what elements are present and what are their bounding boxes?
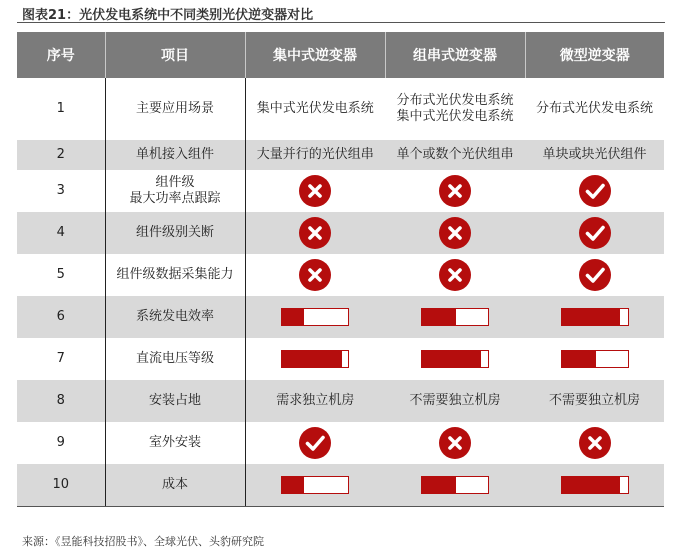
header-cell-item: 项目	[105, 32, 245, 78]
table-cell	[525, 380, 664, 422]
table-cell	[525, 140, 664, 170]
header-cell-central-inverter: 集中式逆变器	[245, 32, 385, 78]
cell-text: 需求独立机房	[276, 393, 355, 408]
table-cell	[525, 296, 664, 338]
row-number: 7	[17, 338, 105, 380]
table-cell	[525, 254, 664, 296]
table-cell	[245, 254, 385, 296]
table-cell	[245, 140, 385, 170]
table-cell	[245, 296, 385, 338]
table-row	[17, 140, 664, 170]
row-item-line: 主要应用场景	[135, 101, 214, 116]
table-cell	[385, 464, 525, 506]
table-cell	[385, 380, 525, 422]
title-divider	[17, 22, 665, 23]
check-icon	[579, 175, 611, 207]
row-item-line: 单机接入组件	[135, 147, 214, 162]
level-bar	[281, 476, 349, 494]
row-item	[105, 170, 245, 212]
level-bar-fill	[562, 351, 596, 367]
table-row	[17, 380, 664, 422]
cell-text: 不需要独立机房	[409, 393, 501, 408]
table-cell	[385, 422, 525, 464]
table-row	[17, 422, 664, 464]
row-item-line: 组件级	[155, 175, 195, 190]
table-cell	[245, 338, 385, 380]
row-item	[105, 464, 245, 506]
cross-icon	[439, 175, 471, 207]
level-bar-fill	[282, 351, 341, 367]
row-item-line: 最大功率点跟踪	[129, 191, 221, 206]
check-icon	[579, 217, 611, 249]
comparison-table	[17, 32, 664, 507]
cross-icon	[439, 259, 471, 291]
level-bar	[561, 308, 629, 326]
row-item-line: 直流电压等级	[135, 351, 214, 366]
table-row	[17, 338, 664, 380]
cross-icon	[439, 217, 471, 249]
table-cell	[525, 78, 664, 140]
cross-icon	[299, 175, 331, 207]
level-bar-fill	[422, 351, 481, 367]
row-number: 6	[17, 296, 105, 338]
table-row	[17, 78, 664, 140]
table-cell	[245, 422, 385, 464]
header-cell-no: 序号	[17, 32, 105, 78]
row-number: 10	[17, 464, 105, 506]
row-number: 4	[17, 212, 105, 254]
table-cell	[385, 296, 525, 338]
cell-text: 不需要独立机房	[548, 393, 640, 408]
header-cell-string-inverter: 组串式逆变器	[385, 32, 525, 78]
row-item	[105, 422, 245, 464]
row-item-line: 组件级数据采集能力	[116, 267, 234, 282]
cell-text: 大量并行的光伏组串	[256, 147, 374, 162]
header-cell-micro-inverter: 微型逆变器	[525, 32, 664, 78]
table-cell	[385, 78, 525, 140]
cell-text: 单块或块光伏组件	[542, 147, 647, 162]
table-cell	[245, 380, 385, 422]
level-bar	[421, 308, 489, 326]
row-item	[105, 338, 245, 380]
check-icon	[299, 427, 331, 459]
row-number: 5	[17, 254, 105, 296]
table-row	[17, 212, 664, 254]
cell-text: 分布式光伏发电系统	[535, 101, 653, 116]
row-number: 1	[17, 78, 105, 140]
table-row	[17, 296, 664, 338]
table-cell	[245, 464, 385, 506]
table-cell	[245, 78, 385, 140]
level-bar	[421, 476, 489, 494]
table-cell	[385, 254, 525, 296]
table-cell	[525, 212, 664, 254]
table-cell	[385, 170, 525, 212]
table-row	[17, 170, 664, 212]
table-cell	[525, 170, 664, 212]
cross-icon	[299, 217, 331, 249]
table-cell	[245, 212, 385, 254]
row-item-line: 室外安装	[148, 435, 201, 450]
header-row	[17, 32, 664, 78]
row-number: 3	[17, 170, 105, 212]
table-row	[17, 254, 664, 296]
table-cell	[245, 170, 385, 212]
level-bar-fill	[422, 477, 456, 493]
check-icon	[579, 259, 611, 291]
table-row	[17, 464, 664, 506]
cell-text: 分布式光伏发电系统	[396, 93, 514, 108]
table-cell	[385, 212, 525, 254]
cell-text: 集中式光伏发电系统	[396, 109, 514, 124]
level-bar-fill	[562, 477, 620, 493]
row-number: 2	[17, 140, 105, 170]
cross-icon	[299, 259, 331, 291]
level-bar-fill	[282, 477, 304, 493]
row-item	[105, 380, 245, 422]
level-bar	[421, 350, 489, 368]
level-bar	[281, 350, 349, 368]
table-cell	[525, 422, 664, 464]
cross-icon	[439, 427, 471, 459]
cell-text: 集中式光伏发电系统	[256, 101, 374, 116]
figure-title: 图表21：光伏发电系统中不同类别光伏逆变器对比	[22, 8, 314, 23]
row-number: 9	[17, 422, 105, 464]
source-note: 来源：《昱能科技招股书》、全球光伏、头豹研究院	[22, 535, 264, 548]
level-bar	[561, 350, 629, 368]
row-item-line: 安装占地	[148, 393, 201, 408]
level-bar	[281, 308, 349, 326]
level-bar-fill	[422, 309, 456, 325]
level-bar-fill	[562, 309, 620, 325]
cell-text: 单个或数个光伏组串	[396, 147, 514, 162]
row-item	[105, 212, 245, 254]
table-cell	[525, 464, 664, 506]
row-number: 8	[17, 380, 105, 422]
table-cell	[385, 338, 525, 380]
row-item	[105, 140, 245, 170]
level-bar-fill	[282, 309, 304, 325]
table-cell	[525, 338, 664, 380]
table-cell	[385, 140, 525, 170]
row-item	[105, 296, 245, 338]
row-item-line: 系统发电效率	[135, 309, 214, 324]
row-item	[105, 78, 245, 140]
level-bar	[561, 476, 629, 494]
row-item	[105, 254, 245, 296]
row-item-line: 成本	[161, 476, 188, 492]
row-item-line: 组件级别关断	[135, 225, 214, 240]
cross-icon	[579, 427, 611, 459]
